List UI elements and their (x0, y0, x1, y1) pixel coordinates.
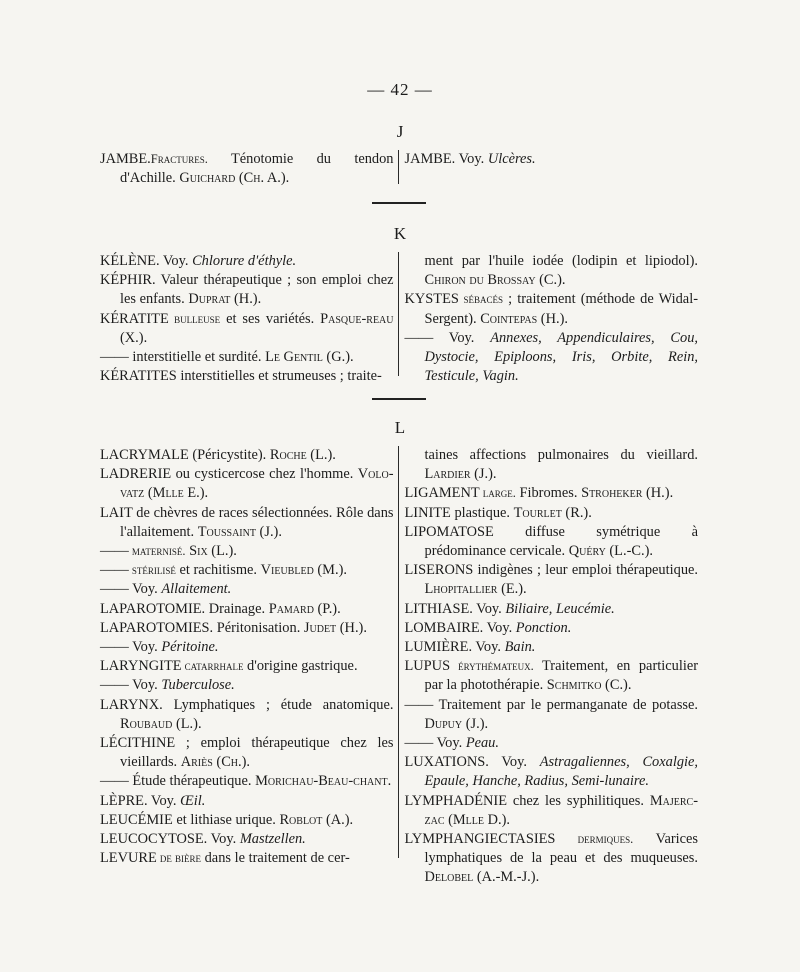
column-left (100, 252, 398, 386)
entry-reference: Œil. (180, 792, 206, 809)
entry-reference: Allaitement. (161, 581, 232, 598)
section-letter-k: K (393, 224, 407, 243)
entry-text: ; traitement (méthode de Widal-Sergent). (424, 291, 698, 327)
entry-reference: Ulcères. (487, 151, 536, 167)
index-entry (405, 523, 699, 561)
entry-subheading: stérilisé (128, 563, 176, 578)
index-entry (100, 734, 394, 772)
entry-heading: LÈPRE. (100, 792, 148, 809)
entry-author: Tourlet (R.). (513, 504, 592, 521)
index-entry (100, 849, 394, 868)
index-entry (100, 271, 394, 309)
entry-heading: LYMPHANGIECTASIES (404, 831, 556, 848)
index-entry (405, 600, 699, 619)
index-entry (100, 811, 394, 830)
entry-author: Chiron du Brossay (C.). (424, 272, 566, 289)
index-entry (100, 561, 394, 580)
entry-heading: LAIT (100, 504, 133, 521)
entry-text: Drainage. (205, 600, 269, 617)
entry-author: Ariès (Ch.). (180, 754, 251, 771)
entry-author: Duprat (H.). (188, 291, 262, 308)
entry-text: et lithiase urique. (172, 811, 280, 828)
entry-heading: —— (404, 329, 434, 346)
entry-text: Voy. (455, 151, 488, 167)
entry-heading: JAMBE. (404, 151, 456, 167)
section-letter-l: L (394, 418, 406, 437)
entry-heading: LINITE (404, 504, 451, 521)
entry-text: Péritonisation. (213, 619, 304, 636)
index-entry (405, 252, 699, 290)
entry-text: Voy. (472, 639, 505, 656)
entry-heading: LISERONS (404, 562, 474, 579)
entry-reference: Chlorure d'éthyle. (192, 253, 297, 269)
entry-heading: JAMBE. (100, 151, 151, 167)
entry-author: Lhopitallier (E.). (424, 581, 527, 598)
entry-text: et rachitisme. (175, 562, 261, 579)
entry-author: Pasque-reau (X.). (120, 310, 394, 346)
index-entry (405, 150, 699, 169)
section-j (100, 150, 698, 188)
index-entry (100, 348, 394, 367)
index-entry (405, 561, 699, 599)
entry-author: Dupuy (J.). (424, 715, 489, 732)
entry-heading: KÉLÈNE. (100, 253, 160, 269)
index-entry (100, 446, 394, 465)
entry-heading: —— (100, 543, 129, 560)
entry-heading: —— (404, 696, 434, 713)
entry-heading: LAPAROTOMIES. (100, 619, 214, 636)
entry-text: interstitielle et surdité. (128, 349, 266, 366)
entry-reference: Péritoine. (161, 639, 219, 656)
entry-text: chez les syphilitiques. (506, 792, 650, 809)
section-l (100, 446, 698, 888)
entry-heading: —— (100, 562, 129, 579)
entry-text: Voy. (483, 619, 516, 636)
entry-continuation: ment par l'huile iodée (lodipin et lipiodol). (424, 253, 698, 269)
index-entry (100, 676, 394, 695)
entry-continuation: taines affections pulmonaires du vieillard. (424, 447, 698, 463)
entry-heading: LUMIÈRE. (404, 639, 473, 656)
index-entry (100, 772, 394, 791)
entry-text: Voy. (488, 754, 540, 771)
entry-text: Étude thérapeutique. (128, 773, 256, 790)
entry-author: Six (L.). (189, 543, 237, 560)
section-k (100, 252, 698, 386)
entry-subheading: large. (479, 486, 516, 501)
entry-text: Voy. (433, 329, 491, 346)
entry-heading: LOMBAIRE. (404, 619, 484, 636)
index-entry (100, 580, 394, 599)
entry-heading: —— (404, 735, 434, 752)
index-entry (405, 734, 699, 753)
entry-heading: LADRERIE (100, 466, 172, 483)
entry-text: Ténotomie du tendon d'Achille. (120, 151, 394, 187)
entry-heading: LUXATIONS. (404, 754, 489, 771)
page-number: — 42 — (367, 80, 433, 99)
entry-text: Voy. (128, 639, 162, 656)
entry-text: (Péricystite). (188, 447, 270, 463)
entry-text: Voy. (128, 581, 162, 598)
entry-author: Morichau-Beau-chant. (255, 773, 392, 790)
index-entry (405, 484, 699, 503)
entry-author: Cointepas (H.). (480, 310, 568, 327)
index-entry (405, 290, 699, 328)
entry-reference: Bain. (504, 639, 536, 656)
entry-reference: Tuberculose. (161, 677, 235, 694)
entry-text: ; emploi thérapeutique chez les vieillards. (120, 735, 394, 771)
index-entry (405, 792, 699, 830)
index-entry (100, 465, 394, 503)
entry-heading: LARYNGITE (100, 658, 182, 675)
column-left (100, 446, 398, 888)
entry-text: Voy. (128, 677, 162, 694)
entry-heading: —— (100, 773, 129, 790)
index-entry (405, 657, 699, 695)
entry-text: Traitement, en particulier par la photothérapie. (424, 658, 698, 694)
entry-reference: Biliaire, Leucémie. (505, 600, 615, 617)
entry-heading: LYMPHADÉNIE (404, 792, 507, 809)
entry-author: Le Gentil (G.). (265, 349, 354, 366)
entry-subheading: maternisé. (128, 544, 186, 559)
entry-reference: Annexes, Appendiculaires, Cou, Dystocie, Epiploons, Iris, Orbite, Rein, Testicule, Vagin. (424, 329, 698, 385)
entry-subheading: catarrhale (181, 659, 244, 674)
entry-text: et ses variétés. (220, 310, 321, 327)
entry-heading: LIPOMATOSE (404, 523, 494, 540)
index-entry (405, 504, 699, 523)
entry-text: Varices lymphatiques de la peau et des muqueuses. (424, 831, 698, 867)
entry-author: Delobel (A.-M.-J.). (424, 869, 540, 886)
entry-heading: LEVURE (100, 850, 157, 867)
index-entry (100, 150, 394, 188)
entry-author: Judet (H.). (303, 619, 367, 636)
index-entry (100, 696, 394, 734)
entry-author: Lardier (J.). (424, 466, 497, 483)
index-entry (405, 446, 699, 484)
entry-heading: KÉRATITE (100, 310, 169, 327)
entry-reference: Ponction. (515, 619, 572, 636)
index-entry (100, 830, 394, 849)
entry-text: dans le traitement de cer- (201, 850, 350, 867)
index-entry (405, 329, 699, 387)
entry-reference: Peau. (465, 735, 499, 752)
index-entry (100, 504, 394, 542)
index-entry (405, 830, 699, 888)
index-entry (100, 252, 394, 271)
entry-text: Voy. (433, 735, 466, 752)
entry-heading: LARYNX. (100, 696, 163, 713)
entry-text: Voy. (207, 831, 240, 848)
entry-author: Pamard (P.). (268, 600, 341, 617)
entry-text: Voy. (159, 253, 193, 269)
entry-heading: —— (100, 639, 129, 656)
entry-heading: LIGAMENT (404, 485, 480, 502)
column-left (100, 150, 398, 188)
entry-subheading: dermiques. (555, 832, 634, 847)
entry-text: Traitement par le permanganate de potasse. (433, 696, 698, 713)
entry-author: Volo-vatz (Mlle E.). (120, 466, 394, 502)
entry-heading: LUPUS (404, 658, 451, 675)
section-letter-j: J (396, 122, 404, 141)
entry-heading: LEUCOCYTOSE. (100, 831, 208, 848)
entry-heading: KYSTES (404, 291, 459, 308)
entry-author: Roche (L.). (269, 447, 336, 463)
entry-text: interstitielles et strumeuses ; traite- (176, 368, 382, 385)
entry-heading: LITHIASE. (404, 600, 473, 617)
entry-text: Fibromes. (515, 485, 582, 502)
index-entry (405, 696, 699, 734)
section-rule (372, 398, 426, 400)
entry-subheading: Fractures. (150, 152, 208, 166)
entry-heading: KÉPHIR. (100, 272, 156, 289)
entry-text: Valeur thérapeutique ; son emploi chez les enfants. (120, 272, 394, 308)
entry-subheading: bulleuse (168, 311, 221, 326)
entry-subheading: érythémateux. (450, 659, 534, 674)
index-entry (405, 753, 699, 791)
index-entry (100, 792, 394, 811)
entry-author: Roblot (A.). (279, 811, 354, 828)
index-entry (100, 600, 394, 619)
entry-text: d'origine gastrique. (243, 658, 358, 675)
entry-text: plastique. (450, 504, 514, 521)
entry-author: Guichard (Ch. A.). (179, 170, 290, 187)
entry-text: indigènes ; leur emploi thérapeutique. (473, 562, 698, 579)
entry-heading: LÉCITHINE (100, 735, 176, 752)
entry-author: Vieubled (M.). (260, 562, 347, 579)
section-rule (372, 202, 426, 204)
entry-text: Lymphatiques ; étude anatomique. (162, 696, 394, 713)
column-right (399, 150, 699, 188)
entry-text: Voy. (147, 792, 181, 809)
entry-text: diffuse symétrique à prédominance cervicale. (424, 523, 698, 560)
entry-reference: Astragaliennes, Coxalgie, Epaule, Hanche, Radius, Semi-lunaire. (424, 754, 698, 790)
index-entry (100, 367, 394, 386)
entry-author: Stroheker (H.). (581, 485, 674, 502)
index-entry (100, 638, 394, 657)
entry-heading: —— (100, 581, 129, 598)
entry-subheading: sébacés (458, 292, 504, 307)
index-entry (100, 619, 394, 638)
entry-author: Toussaint (J.). (197, 523, 282, 540)
entry-author: Quéry (L.-C.). (568, 543, 653, 560)
entry-author: Schmitko (C.). (546, 677, 632, 694)
column-right (399, 446, 699, 888)
entry-heading: KÉRATITES (100, 368, 177, 385)
entry-text: ou cysticercose chez l'homme. (171, 466, 358, 483)
index-entry (405, 638, 699, 657)
index-entry (405, 619, 699, 638)
entry-heading: LEUCÉMIE (100, 811, 173, 828)
index-entry (100, 657, 394, 676)
entry-author: Majerc-zac (Mlle D.). (424, 792, 698, 828)
entry-heading: —— (100, 677, 129, 694)
column-right (399, 252, 699, 386)
index-entry (100, 542, 394, 561)
index-entry (100, 310, 394, 348)
entry-heading: —— (100, 349, 129, 366)
entry-heading: LACRYMALE (100, 447, 189, 463)
entry-heading: LAPAROTOMIE. (100, 600, 206, 617)
entry-subheading: de bière (156, 851, 202, 866)
entry-author: Roubaud (L.). (120, 715, 202, 732)
entry-text: Voy. (472, 600, 506, 617)
entry-text: de chèvres de races sélectionnées. Rôle dans l'allaitement. (120, 504, 394, 540)
entry-reference: Mastzellen. (239, 831, 306, 848)
